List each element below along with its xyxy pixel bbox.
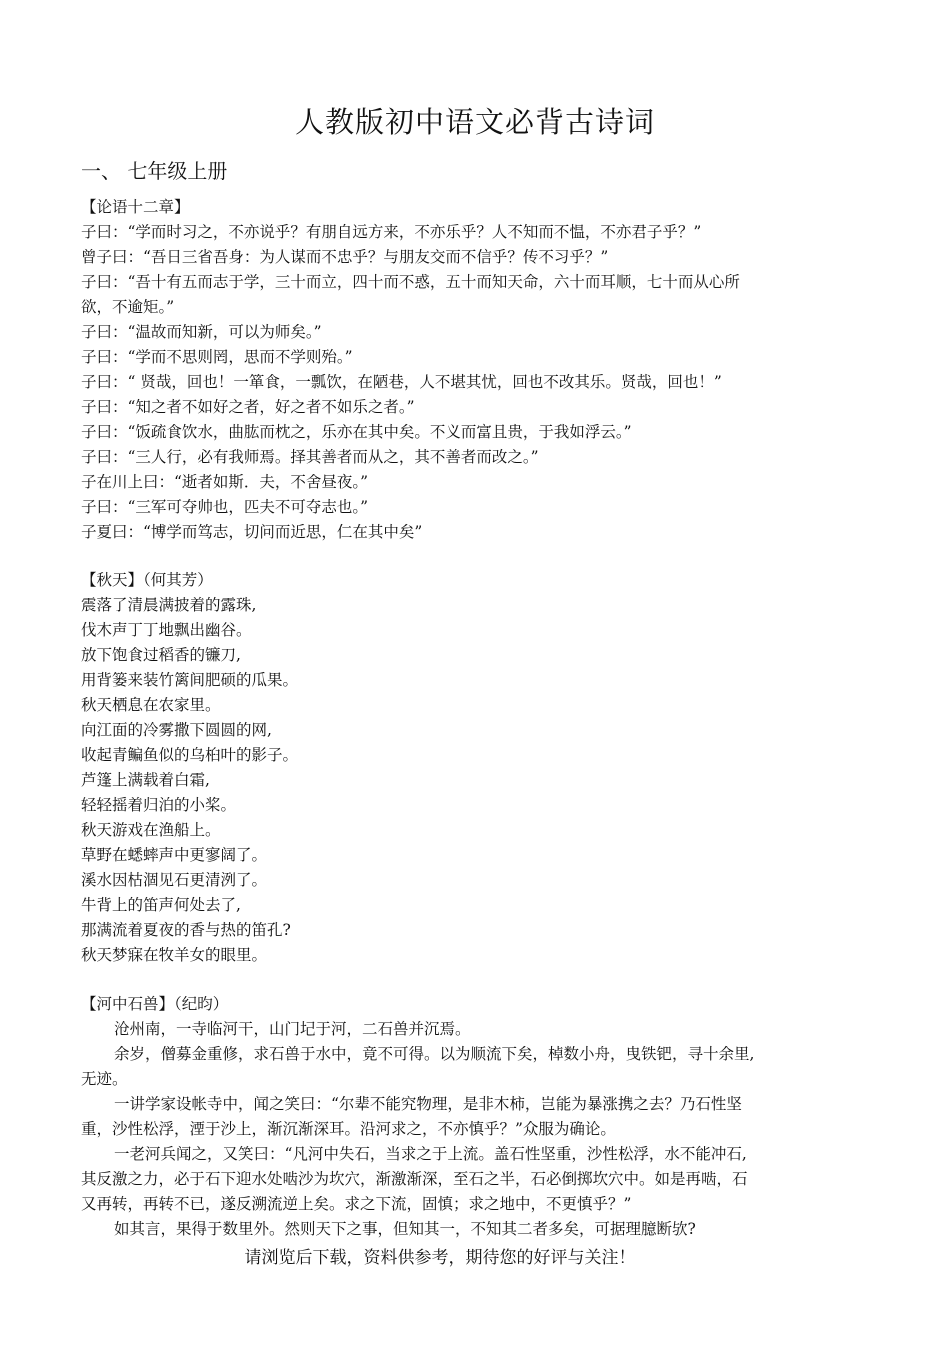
- poem-line: 溪水因枯涸见石更清洌了。: [81, 871, 268, 889]
- poem-line: 秋天栖息在农家里。: [81, 696, 221, 714]
- text-line: 子曰：“三军可夺帅也，匹夫不可夺志也。”: [81, 498, 369, 516]
- text-line: 子曰：“ 贤哉，回也！一箪食，一瓢饮，在陋巷，人不堪其忧，回也不改其乐。贤哉，回也！”: [81, 373, 722, 391]
- document-title: 人教版初中语文必背古诗词: [294, 105, 655, 139]
- hezhong-heading: 【河中石兽】（纪昀）: [81, 995, 229, 1013]
- text-line: 子曰：“温故而知新，可以为师矣。”: [81, 323, 322, 341]
- poem-line: 草野在蟋蟀声中更寥阔了。: [81, 846, 268, 864]
- text-line: 曾子曰：“吾日三省吾身：为人谋而不忠乎？与朋友交而不信乎？传不习乎？”: [81, 248, 609, 266]
- text-line: 沧州南，一寺临河干，山门圮于河，二石兽并沉焉。: [114, 1020, 471, 1038]
- text-line: 子夏曰：“博学而笃志，切问而近思，仁在其中矣”: [81, 523, 423, 541]
- text-line: 欲，不逾矩。”: [81, 298, 175, 316]
- text-line: 子曰：“吾十有五而志于学，三十而立，四十而不惑，五十而知天命，六十而耳顺，七十而从心所: [81, 273, 740, 291]
- text-line: 重，沙性松浮，湮于沙上，渐沉渐深耳。沿河求之，不亦慎乎？”众服为确论。: [81, 1120, 616, 1138]
- poem-line: 收起青鳊鱼似的乌桕叶的影子。: [81, 746, 299, 764]
- text-line: 子曰：“三人行，必有我师焉。择其善者而从之，其不善者而改之。”: [81, 448, 539, 466]
- text-line: 又再转，再转不已，遂反溯流逆上矣。求之下流，固慎；求之地中，不更慎乎？”: [81, 1195, 632, 1213]
- poem-line: 秋天梦寐在牧羊女的眼里。: [81, 946, 268, 964]
- lunyu-heading: 【论语十二章】: [81, 198, 190, 216]
- poem-line: 伐木声丁丁地飘出幽谷。: [81, 621, 252, 639]
- qiutian-block: [81, 568, 781, 968]
- poem-line: 牛背上的笛声何处去了,: [81, 896, 241, 914]
- poem-line: 芦篷上满载着白霜,: [81, 771, 210, 789]
- poem-line: 轻轻摇着归泊的小桨。: [81, 796, 237, 814]
- footer-note: 请浏览后下载，资料供参考，期待您的好评与关注！: [244, 1248, 636, 1268]
- hezhong-block: [81, 992, 781, 1242]
- poem-line: 那满流着夏夜的香与热的笛孔?: [81, 921, 291, 939]
- poem-line: 向江面的冷雾撒下圆圆的网,: [81, 721, 272, 739]
- poem-line: 放下饱食过稻香的镰刀,: [81, 646, 241, 664]
- section-heading: 一、 七年级上册: [81, 159, 228, 183]
- text-line: 一讲学家设帐寺中，闻之笑曰：“尔辈不能究物理，是非木柿，岂能为暴涨携之去？乃石性坚: [114, 1095, 742, 1113]
- poem-line: 秋天游戏在渔船上。: [81, 821, 221, 839]
- text-line: 子曰：“学而时习之，不亦说乎？有朋自远方来，不亦乐乎？人不知而不愠，不亦君子乎？”: [81, 223, 702, 241]
- text-line: 子曰：“学而不思则罔，思而不学则殆。”: [81, 348, 353, 366]
- text-line: 子在川上曰：“逝者如斯．夫，不舍昼夜。”: [81, 473, 369, 491]
- text-line: 余岁，僧募金重修，求石兽于水中，竟不可得。以为顺流下矣，棹数小舟，曳铁钯，寻十余里,: [114, 1045, 755, 1063]
- text-line: 一老河兵闻之，又笑曰：“凡河中失石，当求之于上流。盖石性坚重，沙性松浮，水不能冲石,: [114, 1145, 747, 1163]
- text-line: 如其言，果得于数里外。然则天下之事，但知其一，不知其二者多矣，可据理臆断欤?: [114, 1220, 696, 1238]
- poem-line: 震落了清晨满披着的露珠,: [81, 596, 257, 614]
- poem-line: 用背篓来装竹篱间肥硕的瓜果。: [81, 671, 299, 689]
- text-line: 无迹。: [81, 1070, 128, 1088]
- text-line: 子曰：“饭疏食饮水，曲肱而枕之，乐亦在其中矣。不义而富且贵，于我如浮云。”: [81, 423, 632, 441]
- qiutian-heading: 【秋天】（何其芳）: [81, 571, 213, 589]
- text-line: 子曰：“知之者不如好之者，好之者不如乐之者。”: [81, 398, 415, 416]
- text-line: 其反激之力，必于石下迎水处啮沙为坎穴，渐激渐深，至石之半，石必倒掷坎穴中。如是再啮，石: [81, 1170, 748, 1188]
- lunyu-block: [81, 195, 781, 545]
